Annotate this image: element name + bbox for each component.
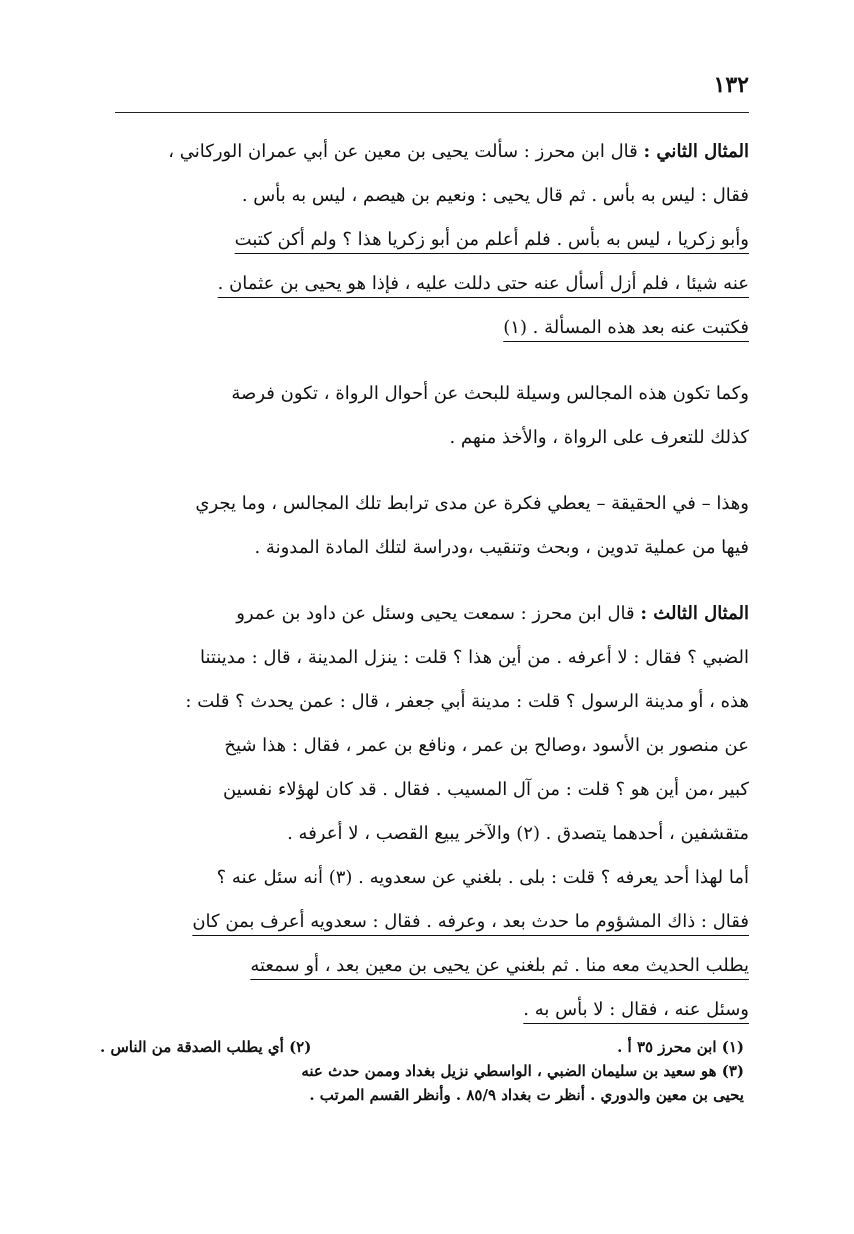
text-line: فكتبت عنه بعد هذه المسألة . (١) (503, 317, 749, 338)
footnote-row (100, 1035, 744, 1059)
example-label: المثال الثاني : (643, 141, 749, 162)
text-line: وسئل عنه ، فقال : لا بأس به . (523, 999, 749, 1020)
paragraph (105, 372, 749, 460)
text-line: كذلك للتعرف على الرواة ، والأخذ منهم . (449, 427, 749, 448)
paragraph-example-2 (105, 130, 749, 350)
footnote-3-line: (٣) هو سعيد بن سليمان الضبي ، الواسطي نزيل بغداد وممن حدث عنه (301, 1062, 744, 1080)
paragraph-example-3 (105, 592, 749, 1032)
text-line: أما لهذا أحد يعرفه ؟ قلت : بلى . بلغني عن سعدويه . (٣) أنه سئل عنه ؟ (216, 867, 749, 888)
example-label: المثال الثالث : (640, 603, 749, 624)
text-line: فيها من عملية تدوين ، وبحث وتنقيب ،ودراسة لتلك المادة المدونة . (254, 537, 749, 558)
text-line: المثال الثاني : قال ابن محرز : سألت يحيى بن معين عن أبي عمران الوركاني ، (168, 141, 749, 162)
footnote-2: (٢) أي يطلب الصدقة من الناس . (100, 1038, 312, 1056)
footnote-3-line: يحيى بن معين والدوري . أنظر ت بغداد ٨٥/٩ . وأنظر القسم المرتب . (309, 1086, 744, 1104)
footnotes (100, 1035, 744, 1107)
text-line: عن منصور بن الأسود ،وصالح بن عمر ، ونافع بن عمر ، فقال : هذا شيخ (224, 735, 749, 756)
text-line: هذه ، أو مدينة الرسول ؟ قلت : مدينة أبي جعفر ، قال : عمن يحدث ؟ قلت : (185, 691, 749, 712)
page-header (115, 70, 749, 113)
text-line: متقشفين ، أحدهما يتصدق . (٢) والآخر يبيع القصب ، لا أعرفه . (287, 823, 749, 844)
text-line: وكما تكون هذه المجالس وسيلة للبحث عن أحوال الرواة ، تكون فرصة (231, 383, 749, 404)
text-line: عنه شيئا ، فلم أزل أسأل عنه حتى دللت عليه ، فإذا هو يحيى بن عثمان . (217, 273, 749, 294)
text-line: الضبي ؟ فقال : لا أعرفه . من أين هذا ؟ قلت : ينزل المدينة ، قال : مدينتنا (200, 647, 749, 668)
paragraph (105, 482, 749, 570)
text-line: وهذا – في الحقيقة – يعطي فكرة عن مدى ترابط تلك المجالس ، وما يجري (195, 493, 749, 514)
text-line: فقال : ليس به بأس . ثم قال يحيى : ونعيم بن هيصم ، ليس به بأس . (241, 185, 749, 206)
page-number: ١٣٢ (713, 72, 749, 98)
footnote-1: (١) ابن محرز ٣٥ أ . (617, 1038, 744, 1056)
text-line: فقال : ذاك المشؤوم ما حدث بعد ، وعرفه . فقال : سعدويه أعرف بمن كان (192, 911, 749, 932)
text-line: يطلب الحديث معه منا . ثم بلغني عن يحيى بن معين بعد ، أو سمعته (250, 955, 749, 976)
text-line: كبير ،من أين هو ؟ قلت : من آل المسيب . فقال . قد كان لهؤلاء نفسين (222, 779, 749, 800)
text-line: وأبو زكريا ، ليس به بأس . فلم أعلم من أبو زكريا هذا ؟ ولم أكن كتبت (234, 229, 749, 250)
main-text (105, 130, 749, 1032)
text-line: المثال الثالث : قال ابن محرز : سمعت يحيى وسئل عن داود بن عمرو (236, 603, 749, 624)
